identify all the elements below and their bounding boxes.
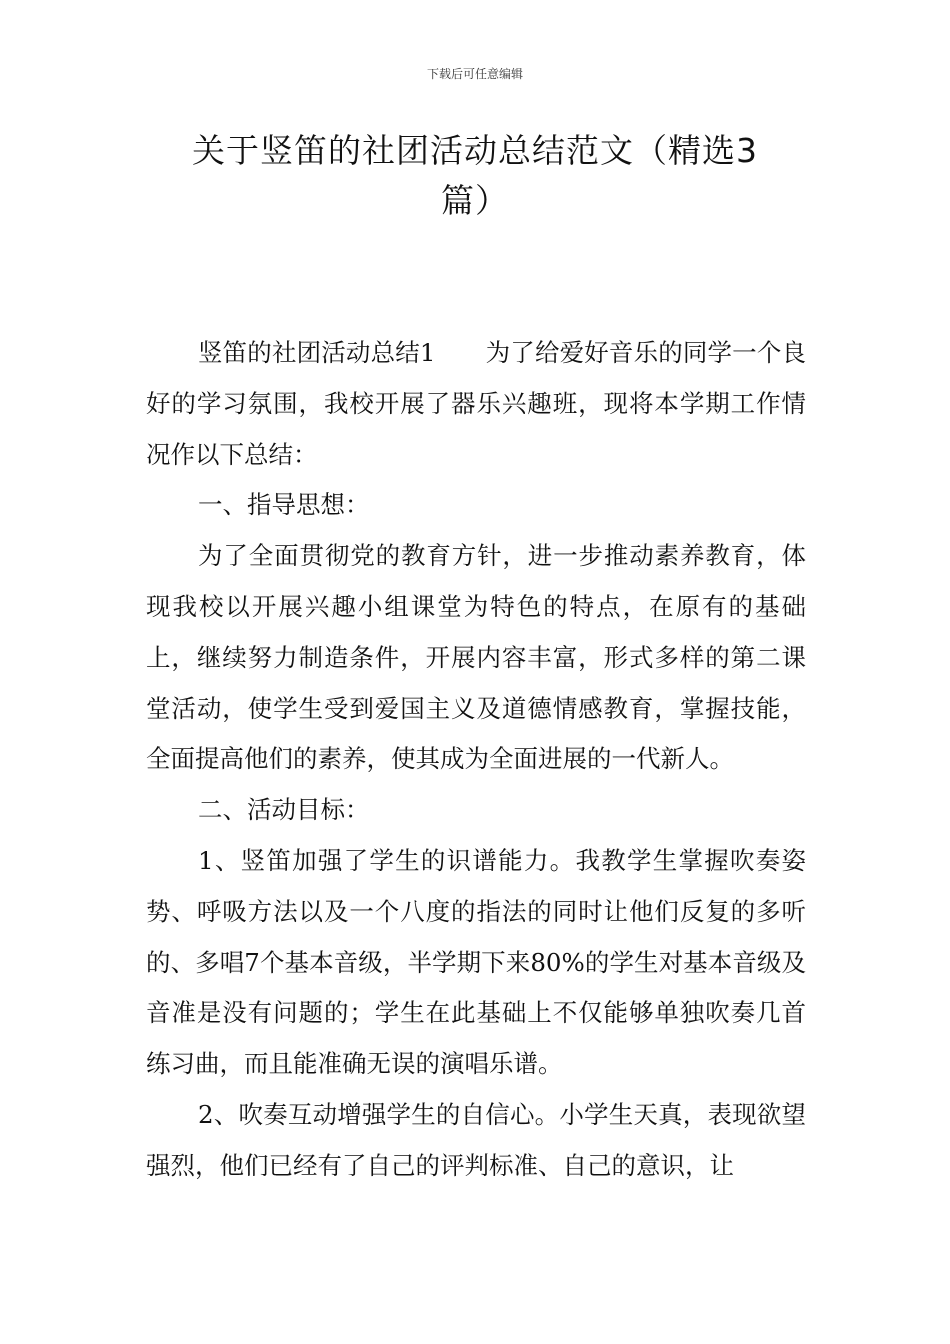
paragraph-intro-text: 为了给爱好音乐的同学一个良好的学习氛围，我校开展了器乐兴趣班，现将本学期工作情况作以下总结： — [146, 338, 806, 469]
header-note: 下载后可任意编辑 — [426, 67, 523, 81]
document-title-line-1: 关于竖笛的社团活动总结范文（精选3 — [192, 131, 758, 170]
heading-guiding-ideology: 一、指导思想： — [198, 490, 370, 520]
paragraph-goal-1: 1、竖笛加强了学生的识谱能力。我教学生掌握吹奏姿势、呼吸方法以及一个八度的指法的同时让他们反复的多听的、多唱7个基本音级，半学期下来80%的学生对基本音级及音准是没有问题的；学生在此基础上不仅能够单独吹奏几首练习曲，而且能准确无误的演唱乐谱。 — [146, 845, 806, 1079]
heading-activity-goals: 二、活动目标： — [198, 795, 370, 825]
paragraph-goal-2: 2、吹奏互动增强学生的自信心。小学生天真，表现欲望强烈，他们已经有了自己的评判标准、自己的意识，让 — [146, 1099, 806, 1180]
paragraph-intro — [146, 328, 806, 480]
paragraph-guiding-ideology: 为了全面贯彻党的教育方针，进一步推动素养教育，体现我校以开展兴趣小组课堂为特色的特点，在原有的基础上，继续努力制造条件，开展内容丰富，形式多样的第二课堂活动，使学生受到爱国主义及道德情感教育，掌握技能，全面提高他们的素养，使其成为全面进展的一代新人。 — [146, 541, 806, 774]
document-title — [150, 126, 800, 226]
document-body — [146, 328, 806, 1192]
section-heading-1: 竖笛的社团活动总结1 — [198, 338, 436, 367]
document-title-line-2: 篇） — [441, 181, 509, 220]
